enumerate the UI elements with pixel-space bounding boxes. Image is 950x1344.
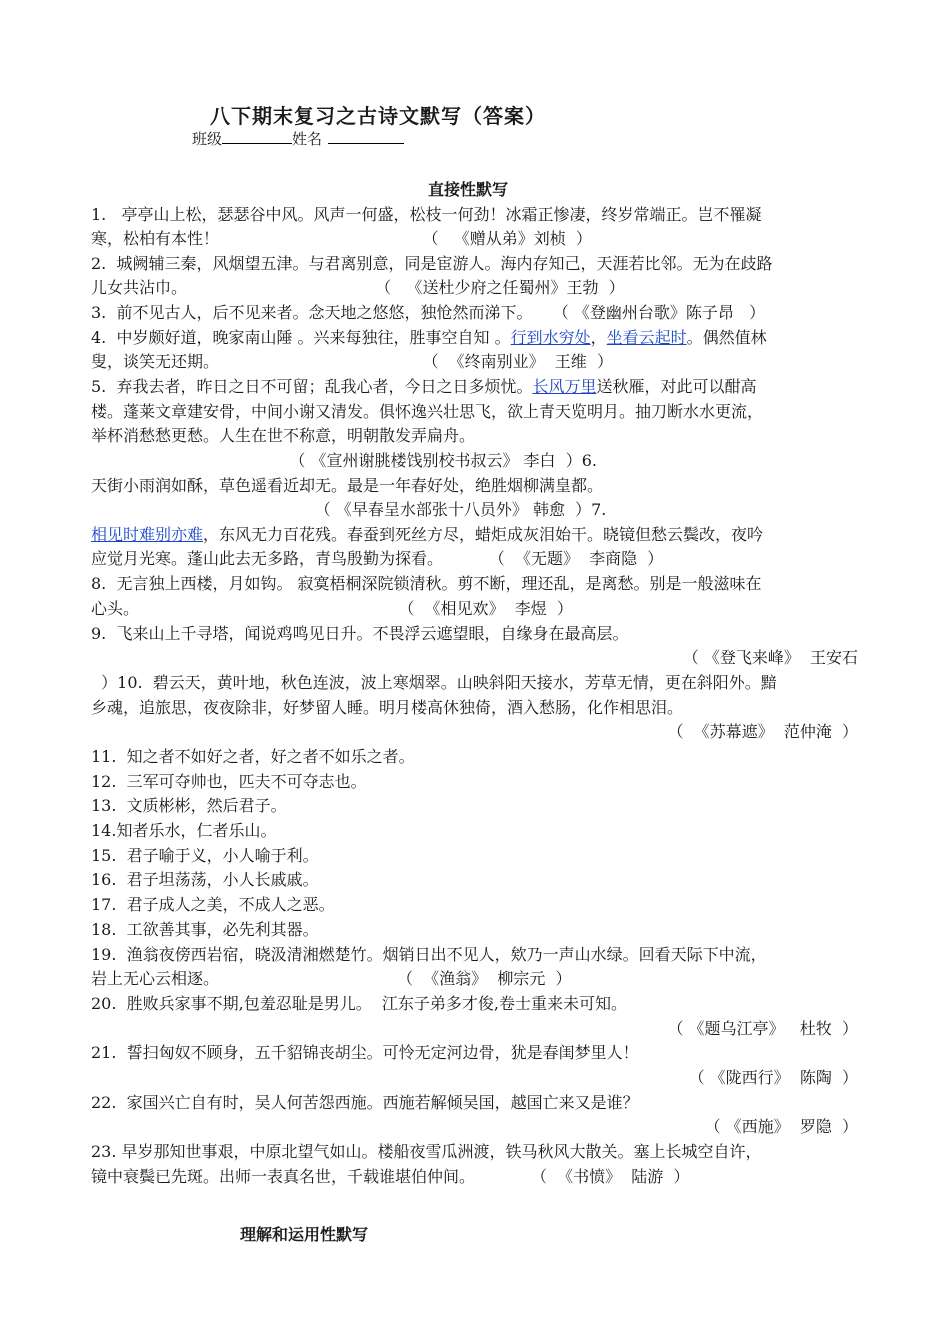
text-line: 叟，谈笑无还期。 （ 《终南别业》 王维 ）: [91, 352, 613, 371]
text-line: 相见时难别亦难，东风无力百花残。春蚕到死丝方尽，蜡炬成灰泪始干。晓镜但愁云鬓改，夜吟: [91, 525, 764, 544]
text-line: 12. 三军可夺帅也，匹夫不可夺志也。: [91, 772, 367, 791]
text-line: 镜中衰鬓已先斑。出师一表真名世，千载谁堪伯仲间。 （ 《书愤》 陆游 ）: [91, 1167, 690, 1186]
name-blank[interactable]: [328, 129, 404, 144]
text-line: 13. 文质彬彬，然后君子。: [91, 796, 287, 815]
text-line: 16. 君子坦荡荡，小人长戚戚。: [91, 870, 319, 889]
text-line: 21. 誓扫匈奴不顾身，五千貂锦丧胡尘。可怜无定河边骨，犹是春闺梦里人！: [91, 1043, 639, 1062]
text-line: （ 《苏幕遮》 范仲淹 ）: [667, 722, 858, 741]
text-line: ）10. 碧云天，黄叶地，秋色连波，波上寒烟翠。山映斜阳天接水，芳草无情，更在斜阳外。黯: [91, 673, 777, 692]
class-label: 班级: [192, 130, 223, 148]
text-line: 20. 胜败兵家事不期,包羞忍耻是男儿。 江东子弟多才俊,卷士重来未可知。: [91, 994, 627, 1013]
text-line: （ 《题乌江亭》 杜牧 ）: [667, 1019, 858, 1038]
text-line: 寒，松柏有本性！ （ 《赠从弟》刘桢 ）: [91, 229, 592, 248]
hyperlink-text[interactable]: 长风万里: [532, 377, 597, 396]
text-line: 岩上无心云相逐。 （ 《渔翁》 柳宗元 ）: [91, 969, 572, 988]
text-line: （ 《西施》 罗隐 ）: [704, 1117, 858, 1136]
text-line: （ 《宣州谢朓楼饯别校书叔云》 李白 ）6.: [91, 451, 597, 470]
text-line: 2. 城阙辅三秦，风烟望五津。与君离别意，同是宦游人。海内存知己，天涯若比邻。无为在歧路: [91, 254, 773, 273]
text-line: 儿女共沾巾。 （ 《送杜少府之任蜀州》王勃 ）: [91, 278, 625, 297]
text-line: 18. 工欲善其事，必先利其器。: [91, 920, 319, 939]
text-line: 9. 飞来山上千寻塔，闻说鸡鸣见日升。不畏浮云遮望眼，自缘身在最高层。: [91, 624, 629, 643]
text-line: 22. 家国兴亡自有时，吴人何苦怨西施。西施若解倾吴国，越国亡来又是谁？: [91, 1093, 639, 1112]
hyperlink-text[interactable]: 行到水穷处: [510, 328, 591, 347]
text-line: 8. 无言独上西楼，月如钩。 寂寞梧桐深院锁清秋。剪不断，理还乱，是离愁。别是一般滋味在: [91, 574, 762, 593]
text-line: 3. 前不见古人，后不见来者。念天地之悠悠，独怆然而涕下。 （ 《登幽州台歌》陈子昂 ）: [91, 303, 766, 322]
text-line: 楼。蓬莱文章建安骨，中间小谢又清发。俱怀逸兴壮思飞，欲上青天览明月。抽刀断水水更流，: [91, 402, 764, 421]
text-line: 19. 渔翁夜傍西岩宿，晓汲清湘燃楚竹。烟销日出不见人，欸乃一声山水绿。回看天际下中流，: [91, 945, 767, 964]
section-heading-direct: 直接性默写: [428, 180, 509, 199]
class-name-line: [192, 128, 404, 149]
document-title: 八下期末复习之古诗文默写（答案）: [210, 104, 546, 128]
section-heading-understanding: 理解和运用性默写: [240, 1225, 369, 1244]
text-line: 23. 早岁那知世事艰，中原北望气如山。楼船夜雪瓜洲渡，铁马秋风大散关。塞上长城空自许，: [91, 1142, 762, 1161]
text-line: 11. 知之者不如好之者，好之者不如乐之者。: [91, 747, 415, 766]
text-line: （ 《登飞来峰》 王安石: [682, 648, 858, 667]
text-line: 乡魂，追旅思，夜夜除非，好梦留人睡。明月楼高休独倚，酒入愁肠，化作相思泪。: [91, 698, 684, 717]
hyperlink-text[interactable]: 坐看云起时: [606, 328, 687, 347]
text-line: （ 《早春呈水部张十八员外》 韩愈 ）7.: [91, 500, 607, 519]
text-line: 4. 中岁颇好道，晚家南山陲 。兴来每独往，胜事空自知 。行到水穷处，坐看云起时。偶然值林: [91, 328, 767, 347]
text-line: 5. 弃我去者，昨日之日不可留；乱我心者，今日之日多烦忧。长风万里送秋雁，对此可以酣高: [91, 377, 757, 396]
class-blank[interactable]: [222, 129, 292, 144]
text-line: 17. 君子成人之美，不成人之恶。: [91, 895, 335, 914]
text-line: 应觉月光寒。蓬山此去无多路，青鸟殷勤为探看。 （ 《无题》 李商隐 ）: [91, 549, 664, 568]
text-line: 1. 亭亭山上松，瑟瑟谷中风。风声一何盛，松枝一何劲！冰霜正惨凄，终岁常端正。岂不罹凝: [91, 205, 762, 224]
text-line: 天街小雨润如酥，草色遥看近却无。最是一年春好处，绝胜烟柳满皇都。: [91, 476, 604, 495]
text-line: 15. 君子喻于义，小人喻于利。: [91, 846, 319, 865]
text-line: 心头。 （ 《相见欢》 李煜 ）: [91, 599, 573, 618]
text-line: 14.知者乐水，仁者乐山。: [91, 821, 277, 840]
hyperlink-text[interactable]: 相见时难别亦难: [91, 525, 204, 544]
text-line: 举杯消愁愁更愁。人生在世不称意，明朝散发弄扁舟。: [91, 426, 476, 445]
text-line: （ 《陇西行》 陈陶 ）: [688, 1068, 858, 1087]
name-label: 姓名: [292, 130, 323, 148]
